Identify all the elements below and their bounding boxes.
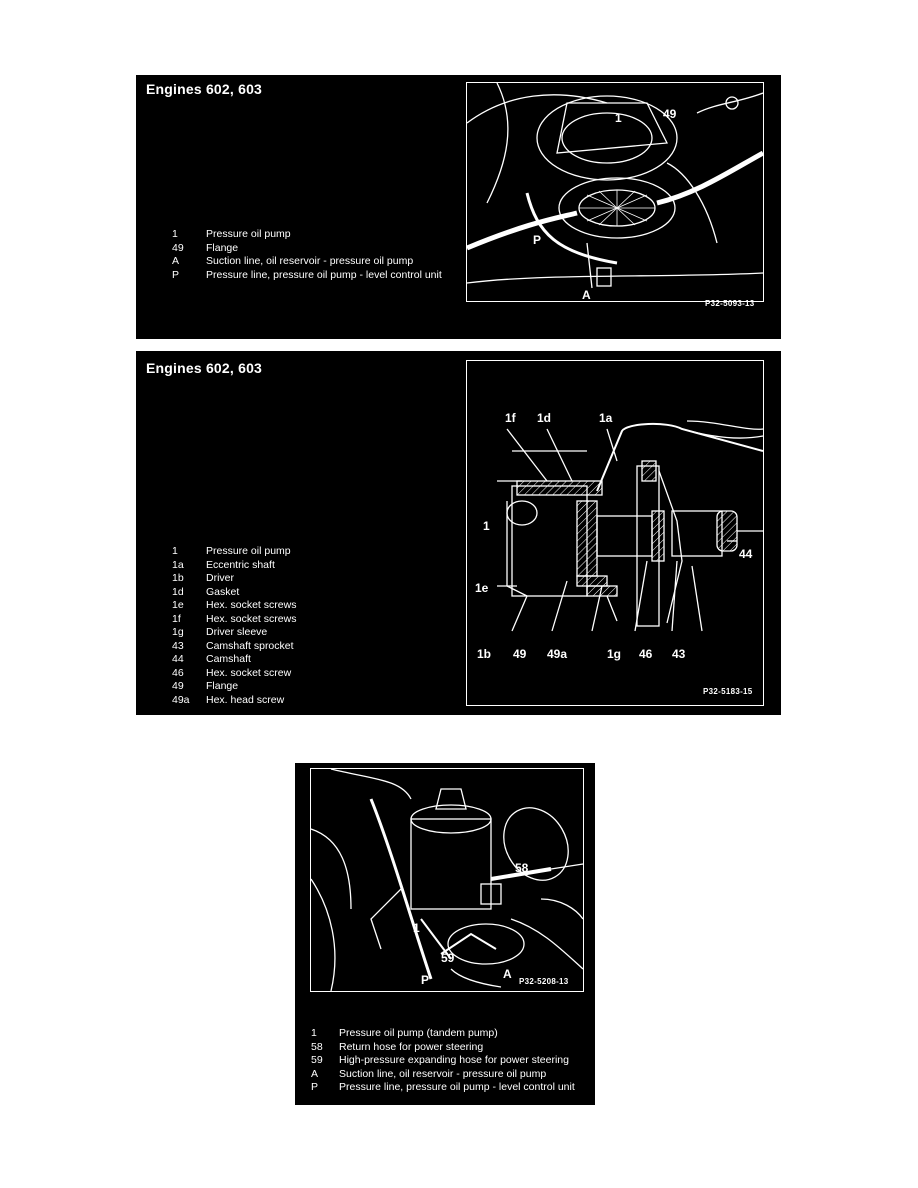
legend-item bbox=[311, 1027, 591, 1041]
legend-item bbox=[172, 640, 452, 654]
legend-desc: Hex. socket screw bbox=[206, 666, 292, 679]
legend-item bbox=[311, 1054, 591, 1068]
section-panel-2 bbox=[136, 351, 781, 715]
legend-desc: Return hose for power steering bbox=[339, 1040, 484, 1053]
legend-item bbox=[172, 667, 452, 681]
legend-item bbox=[172, 228, 452, 242]
legend-desc: Pressure oil pump bbox=[206, 228, 291, 240]
tandem-pump-figure bbox=[310, 768, 584, 992]
figure-reference: P32-5208-13 bbox=[519, 977, 569, 986]
callout-label: A bbox=[582, 288, 591, 302]
legend-desc: Pressure line, pressure oil pump - level control unit bbox=[339, 1081, 575, 1093]
callout-label: 1 bbox=[413, 921, 420, 935]
legend bbox=[172, 228, 452, 282]
legend-item bbox=[311, 1041, 591, 1055]
legend-key: 1g bbox=[172, 626, 184, 638]
legend-desc: Pressure oil pump bbox=[206, 545, 291, 557]
callout-label: A bbox=[503, 967, 512, 981]
legend-key: 1 bbox=[172, 228, 178, 240]
legend-item bbox=[311, 1081, 591, 1095]
legend-desc: Driver bbox=[206, 572, 234, 584]
legend-item bbox=[172, 680, 452, 694]
legend-key: 43 bbox=[172, 639, 184, 652]
callout-label: 49a bbox=[547, 647, 568, 661]
section-panel-3 bbox=[295, 763, 595, 1105]
legend-item bbox=[172, 545, 452, 559]
callout-label: 1g bbox=[607, 647, 622, 661]
legend-desc: Driver sleeve bbox=[206, 626, 268, 638]
callout-label: 59 bbox=[441, 951, 455, 965]
callout-label: 58 bbox=[515, 861, 529, 875]
legend-key: A bbox=[172, 255, 180, 267]
legend-key: 1f bbox=[172, 612, 181, 625]
legend-key: 1e bbox=[172, 599, 184, 611]
legend-item bbox=[172, 255, 452, 269]
legend-desc: Hex. socket screws bbox=[206, 599, 297, 611]
legend-desc: Hex. head screw bbox=[206, 693, 285, 706]
engine-photo-figure bbox=[466, 82, 764, 308]
section-title: Engines 602, 603 bbox=[146, 360, 263, 376]
callout-label: 1d bbox=[537, 411, 552, 425]
callout-label: 1 bbox=[615, 111, 622, 125]
legend-key: P bbox=[172, 268, 180, 281]
legend-desc: Eccentric shaft bbox=[206, 558, 275, 571]
legend-key: A bbox=[311, 1067, 319, 1080]
legend-key: 46 bbox=[172, 666, 184, 679]
legend-item bbox=[172, 613, 452, 627]
legend-key: P bbox=[311, 1081, 319, 1093]
legend-desc: Pressure oil pump (tandem pump) bbox=[339, 1027, 498, 1039]
legend-item bbox=[172, 653, 452, 667]
legend-desc: High-pressure expanding hose for power steering bbox=[339, 1054, 569, 1066]
legend-desc: Pressure line, pressure oil pump - level control unit bbox=[206, 268, 442, 281]
callout-label: P bbox=[421, 973, 430, 987]
callout-label: 49 bbox=[513, 647, 527, 661]
legend bbox=[172, 545, 452, 707]
legend-item bbox=[172, 559, 452, 573]
figure-reference: P32-5093-13 bbox=[705, 299, 755, 308]
legend-key: 1b bbox=[172, 572, 184, 584]
legend-item bbox=[172, 242, 452, 256]
callout-label: 1b bbox=[477, 647, 492, 661]
legend-desc: Suction line, oil reservoir - pressure oil pump bbox=[206, 255, 414, 267]
legend-item bbox=[172, 586, 452, 600]
legend-key: 49 bbox=[172, 241, 184, 254]
legend-desc: Camshaft sprocket bbox=[206, 639, 294, 652]
callout-label: 1 bbox=[483, 519, 490, 533]
legend-desc: Gasket bbox=[206, 585, 240, 598]
callout-label: 1a bbox=[599, 411, 613, 425]
legend-item bbox=[172, 572, 452, 586]
legend-key: 59 bbox=[311, 1054, 323, 1066]
legend-key: 1d bbox=[172, 585, 184, 598]
callout-label: 49 bbox=[663, 107, 677, 121]
legend-key: 44 bbox=[172, 653, 184, 665]
legend-key: 58 bbox=[311, 1040, 323, 1053]
legend-desc: Suction line, oil reservoir - pressure oil pump bbox=[339, 1067, 547, 1080]
legend-item bbox=[172, 626, 452, 640]
legend-key: 1 bbox=[172, 545, 178, 557]
legend-desc: Flange bbox=[206, 241, 239, 254]
legend-desc: Flange bbox=[206, 680, 239, 692]
section-title: Engines 602, 603 bbox=[146, 81, 263, 97]
figure-reference: P32-5183-15 bbox=[703, 687, 753, 696]
legend-key: 1a bbox=[172, 558, 184, 571]
callout-label: P bbox=[533, 233, 542, 247]
callout-label: 1f bbox=[505, 411, 516, 425]
legend bbox=[311, 1027, 591, 1095]
callout-label: 43 bbox=[672, 647, 686, 661]
callout-label: 46 bbox=[639, 647, 653, 661]
legend-desc: Hex. socket screws bbox=[206, 612, 297, 625]
legend-desc: Camshaft bbox=[206, 653, 251, 665]
legend-item bbox=[172, 599, 452, 613]
legend-item bbox=[172, 694, 452, 708]
legend-key: 49 bbox=[172, 680, 184, 692]
legend-item bbox=[311, 1068, 591, 1082]
legend-key: 49a bbox=[172, 693, 190, 706]
legend-key: 1 bbox=[311, 1027, 317, 1039]
section-panel-1 bbox=[136, 75, 781, 339]
callout-label: 44 bbox=[739, 547, 753, 561]
cross-section-figure bbox=[466, 360, 764, 706]
callout-label: 1e bbox=[475, 581, 489, 595]
legend-item bbox=[172, 269, 452, 283]
